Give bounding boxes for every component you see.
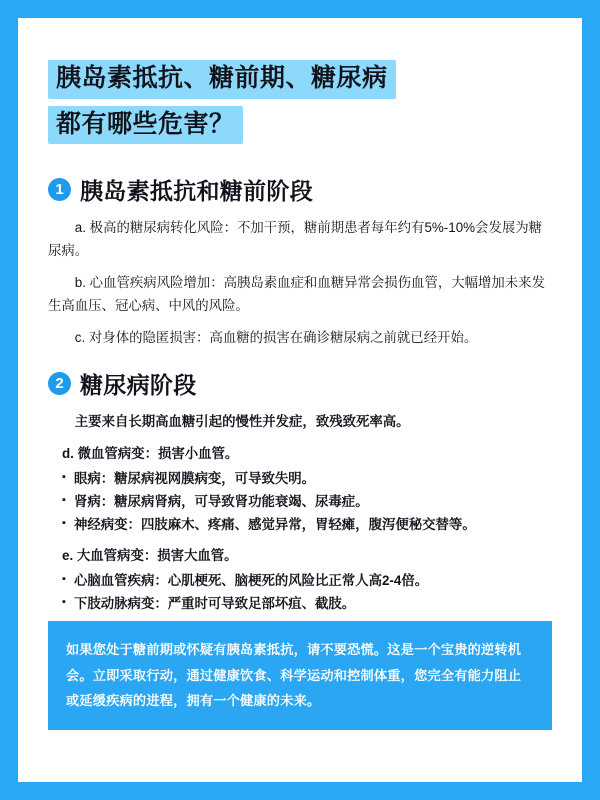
list-item: ▪ 眼病：糖尿病视网膜病变，可导致失明。: [48, 468, 552, 491]
list-item: ▪ 下肢动脉病变：严重时可导致足部坏疽、截肢。: [48, 593, 552, 616]
callout-box: 如果您处于糖前期或怀疑有胰岛素抵抗，请不要恐慌。这是一个宝贵的逆转机会。立即采取行动，通过健康饮食、科学运动和控制体重，您完全有能力阻止或延缓疾病的进程，拥有一个健康的未来。: [48, 621, 552, 730]
title-line-2: 都有哪些危害？: [48, 106, 243, 145]
section-heading-2: [48, 367, 552, 400]
section-2-sublist-d: [48, 468, 552, 536]
section-title-2: 糖尿病阶段: [80, 372, 197, 399]
section-heading-1: [48, 173, 552, 206]
section-2-item-d: d. 微血管病变：损害小血管。: [62, 446, 239, 462]
section-number-badge-2: 2: [48, 372, 71, 395]
section-1-paragraph-c: c. 对身体的隐匿损害：高血糖的损害在确诊糖尿病之前就已经开始。: [74, 330, 478, 346]
page-title: [48, 60, 552, 151]
section-title-1: 胰岛素抵抗和糖前阶段: [80, 178, 313, 204]
section-1-paragraph-a: a. 极高的糖尿病转化风险：不加干预，糖前期患者每年约有5%-10%会发展为糖尿病。: [48, 220, 543, 259]
section-2-sublist-e: [48, 570, 552, 616]
section-2-lead: 主要来自长期高血糖引起的慢性并发症，致残致死率高。: [74, 414, 410, 430]
section-1-paragraph-b: b. 心血管疾病风险增加：高胰岛素血症和血糖异常会损伤血管，大幅增加未来发生高血压、冠心病、中风的风险。: [48, 275, 545, 314]
poster-card: [18, 18, 582, 782]
section-2-item-e: e. 大血管病变：损害大血管。: [62, 548, 238, 564]
section-number-badge-1: 1: [48, 178, 71, 201]
list-item: ▪ 肾病：糖尿病肾病，可导致肾功能衰竭、尿毒症。: [48, 491, 552, 514]
list-item: ▪ 心脑血管疾病：心肌梗死、脑梗死的风险比正常人高2-4倍。: [48, 570, 552, 593]
list-item: ▪ 神经病变：四肢麻木、疼痛、感觉异常，胃轻瘫，腹泻便秘交替等。: [48, 514, 552, 537]
title-line-1: 胰岛素抵抗、糖前期、糖尿病: [48, 60, 396, 99]
